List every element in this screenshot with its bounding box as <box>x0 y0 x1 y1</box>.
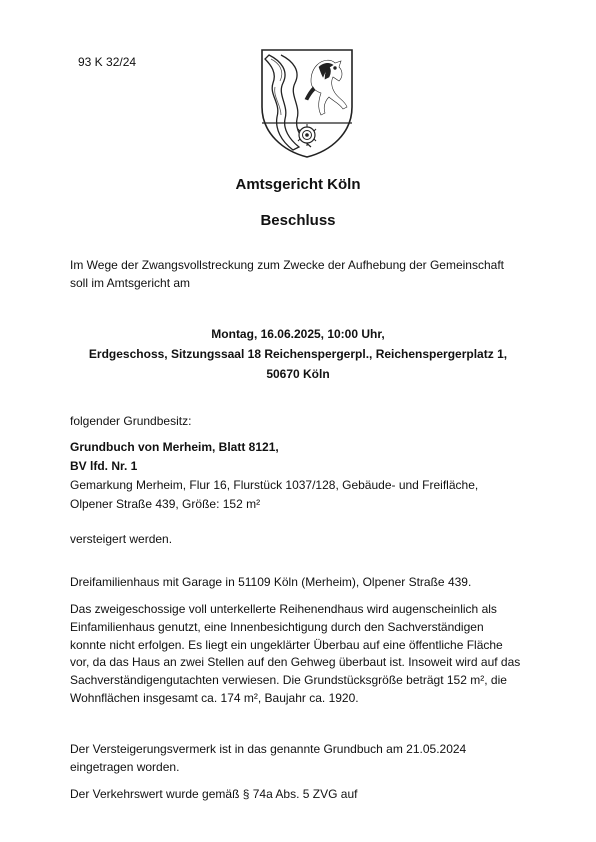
nrw-coat-of-arms-icon <box>259 47 355 159</box>
property-address: Olpener Straße 439, Größe: 152 m² <box>70 497 261 511</box>
appointment-block <box>0 324 596 384</box>
intro-line: Im Wege der Zwangsvollstreckung zum Zwecke der Aufhebung der Gemeinschaft <box>70 258 504 272</box>
intro-text <box>70 257 504 293</box>
appointment-location: Erdgeschoss, Sitzungssaal 18 Reichenspergerpl., Reichenspergerplatz 1, <box>88 347 508 361</box>
object-description <box>70 601 520 708</box>
description-line: Sachverständigengutachten verwiesen. Die Grundstücksgröße beträgt 152 m², die <box>70 673 507 688</box>
object-summary: Dreifamilienhaus mit Garage in 51109 Köln (Merheim), Olpener Straße 439. <box>70 575 472 589</box>
appointment-city: 50670 Köln <box>266 367 330 381</box>
description-line: vor, da das Haus an zwei Stellen auf den Gehweg überbaut ist. Insoweit wird auf das <box>70 655 521 670</box>
registration-note <box>70 741 466 777</box>
inventory-number: BV lfd. Nr. 1 <box>70 459 138 473</box>
auction-phrase: versteigert werden. <box>70 532 173 546</box>
description-line: Wohnflächen insgesamt ca. 174 m², Baujahr ca. 1920. <box>70 690 359 705</box>
cadastral-description: Gemarkung Merheim, Flur 16, Flurstück 1037/128, Gebäude- und Freifläche, <box>70 478 479 492</box>
property-intro: folgender Grundbesitz: <box>70 414 192 428</box>
description-line: konnte nicht erfolgen. Es liegt ein ungeklärter Überbau auf eine öffentliche Fläche <box>70 637 503 652</box>
court-name: Amtsgericht Köln <box>235 176 361 193</box>
land-register-entry: Grundbuch von Merheim, Blatt 8121, <box>70 440 279 454</box>
appointment-date: Montag, 16.06.2025, 10:00 Uhr, <box>211 327 385 341</box>
registration-line: Der Versteigerungsvermerk ist in das genannte Grundbuch am 21.05.2024 <box>70 742 467 756</box>
description-line: Einfamilienhaus genutzt, eine Innenbesichtigung durch den Sachverständigen <box>70 619 484 634</box>
land-register-block <box>70 438 478 514</box>
description-line: Das zweigeschossige voll unterkellerte Reihenendhaus wird augenscheinlich als <box>70 602 497 616</box>
registration-line: eingetragen worden. <box>70 759 180 774</box>
file-number: 93 K 32/24 <box>78 55 137 69</box>
document-type: Beschluss <box>260 212 336 229</box>
market-value-note: Der Verkehrswert wurde gemäß § 74a Abs. 5 ZVG auf <box>70 787 358 801</box>
intro-line: soll im Amtsgericht am <box>70 275 191 290</box>
